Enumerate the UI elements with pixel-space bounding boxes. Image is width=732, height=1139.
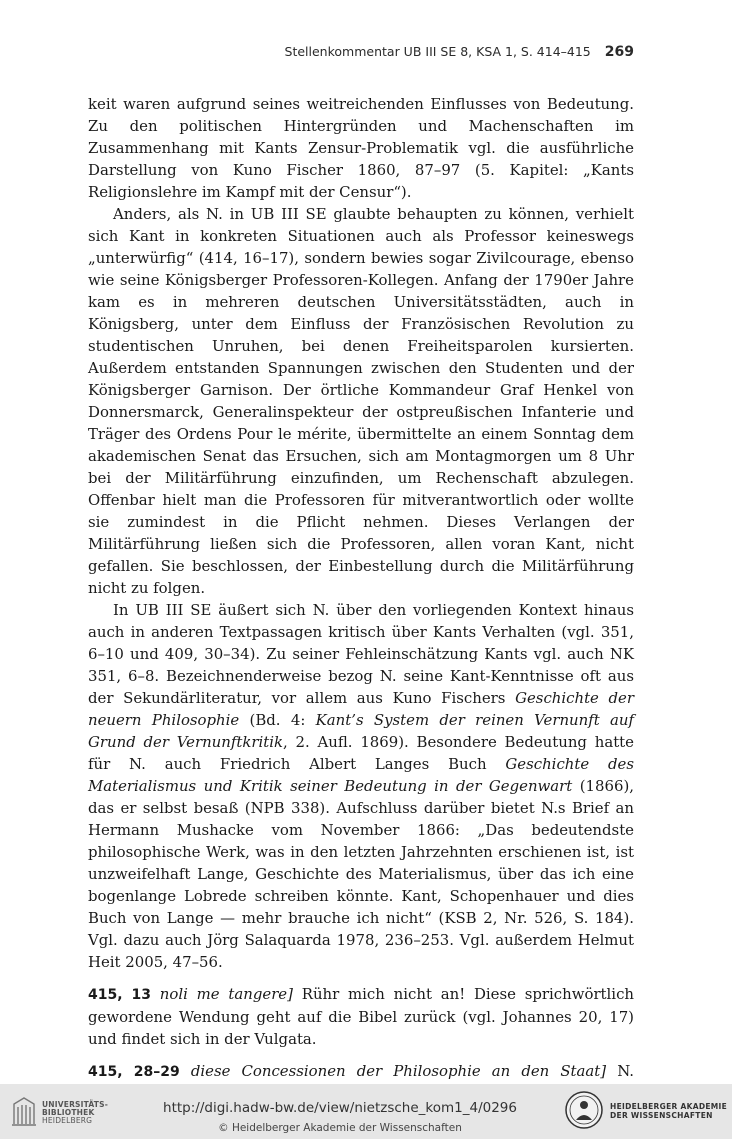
running-header <box>88 44 634 60</box>
entry-text: N. <box>617 1062 634 1080</box>
library-name-line-1: UNIVERSITÄTS- <box>42 1100 109 1109</box>
library-logo-icon <box>10 1094 38 1128</box>
entry-reference: 415, 28–29 <box>88 1064 180 1080</box>
book-title-fischer: Geschichte der neuern Philosophie <box>88 689 634 729</box>
digitization-footer <box>0 1084 732 1139</box>
copyright-notice: © Heidelberger Akademie der Wissenschaften <box>218 1122 462 1134</box>
running-title: Stellenkommentar UB III SE 8, KSA 1, S. 414–415 <box>284 44 591 59</box>
entry-lemma: noli me tangere] <box>159 985 293 1003</box>
paragraph-3 <box>88 599 634 973</box>
library-name-line-3: HEIDELBERG <box>42 1116 93 1125</box>
entry-lemma: diese Concessionen der Philosophie an den Staat] <box>190 1062 607 1080</box>
commentary-body <box>88 93 634 1127</box>
page-number: 269 <box>604 44 634 60</box>
commentary-entry-415-13 <box>88 983 634 1050</box>
academy-name-line-1: HEIDELBERGER AKADEMIE <box>610 1102 728 1111</box>
entry-reference: 415, 13 <box>88 987 151 1003</box>
paragraph-3-text-c: , 2. Aufl. 1869). Besondere Bedeutung hatte für N. auch Friedrich Albert Langes Buch <box>88 733 634 773</box>
academy-name-line-2: DER WISSENSCHAFTEN <box>610 1111 713 1120</box>
volume-title-kant-system: Kant’s System der reinen Vernunft auf Grund der Vernunftkritik <box>88 711 634 751</box>
academy-seal-icon <box>564 1090 604 1130</box>
entry-text: Rühr mich nicht an! Diese sprichwörtlich gewordene Wendung geht auf die Bibel zurück (vgl. Johannes 20, 17) und findet sich in der Vulgata. <box>88 985 634 1048</box>
paragraph-1: keit waren aufgrund seines weitreichenden Einflusses von Bedeutung. Zu den politischen Hintergründen und Machenschaften im Zusammenhang mit Kants Zensur-Problematik vgl. die ausführliche Darstellung von Kuno Fischer 1860, 87–97 (5. Kapitel: „Kants Religionslehre im Kampf mit der Censur“). <box>88 95 634 201</box>
paragraph-3-text-d: (1866), das er selbst besaß (NPB 338). Aufschluss darüber bietet N.s Brief an Hermann Mushacke vom November 1866: „Das bedeutendste philosophische Werk, was in den letzten Jahrzehnten erschienen ist, ist unzweifelhaft Lange, Geschichte des Materialismus, über das ich eine bogenlange Lobrede schreiben könnte. Kant, Schopenhauer und dies Buch von Lange — mehr brauche ich nicht“ (KSB 2, Nr. 526, S. 184). Vgl. dazu auch Jörg Salaquarda 1978, 236–253. Vgl. außerdem Helmut Heit 2005, 47–56. <box>88 777 634 971</box>
library-name <box>42 1101 108 1125</box>
paragraph-3-text-b: (Bd. 4: <box>239 711 316 729</box>
permalink-url[interactable]: http://digi.hadw-bw.de/view/nietzsche_kom1_4/0296 <box>163 1100 517 1116</box>
book-title-lange: Geschichte des Materialismus und Kritik seiner Bedeutung in der Gegenwart <box>88 755 634 795</box>
library-name-line-2: BIBLIOTHEK <box>42 1108 95 1117</box>
academy-name <box>610 1102 727 1120</box>
paragraph-2: Anders, als N. in UB III SE glaubte behaupten zu können, verhielt sich Kant in konkreten Situationen auch als Professor keineswegs „unterwürfig“ (414, 16–17), sondern bewies sogar Zivilcourage, ebenso wie seine Königsberger Professoren-Kollegen. Anfang der 1790er Jahre kam es in mehreren deutschen Universitätsstädten, auch in Königsberg, unter dem Einfluss der Französischen Revolution zu studentischen Unruhen, bei denen Freiheitsparolen kursierten. Außerdem entstanden Spannungen zwischen den Studenten und der Königsberger Garnison. Der örtliche Kommandeur Graf Henkel von Donnersmarck, Generalinspekteur der ostpreußischen Infanterie und Träger des Ordens Pour le mérite, übermittelte an einem Sonntag dem akademischen Senat das Ersuchen, sich am Montagmorgen um 8 Uhr bei der Militärführung einzufinden, um Rechenschaft abzulegen. Offenbar hielt man die Professoren für mitverantwortlich oder wollte sie zumindest in die Pflicht nehmen. Dieses Verlangen der Militärführung ließen sich die Professoren, allen voran Kant, nicht gefallen. Sie beschlossen, der Einbestellung durch die Militärführung nicht zu folgen. <box>88 205 634 597</box>
paragraph-3-text-a: In UB III SE äußert sich N. über den vorliegenden Kontext hinaus auch in anderen Textpassagen kritisch über Kants Verhalten (vgl. 351, 6–10 und 409, 30–34). Zu seiner Fehleinschätzung Kants vgl. auch NK 351, 6–8. Bezeichnenderweise bezog N. seine Kant-Kenntnisse oft aus der Sekundärliteratur, vor allem aus Kuno Fischers <box>88 601 634 707</box>
